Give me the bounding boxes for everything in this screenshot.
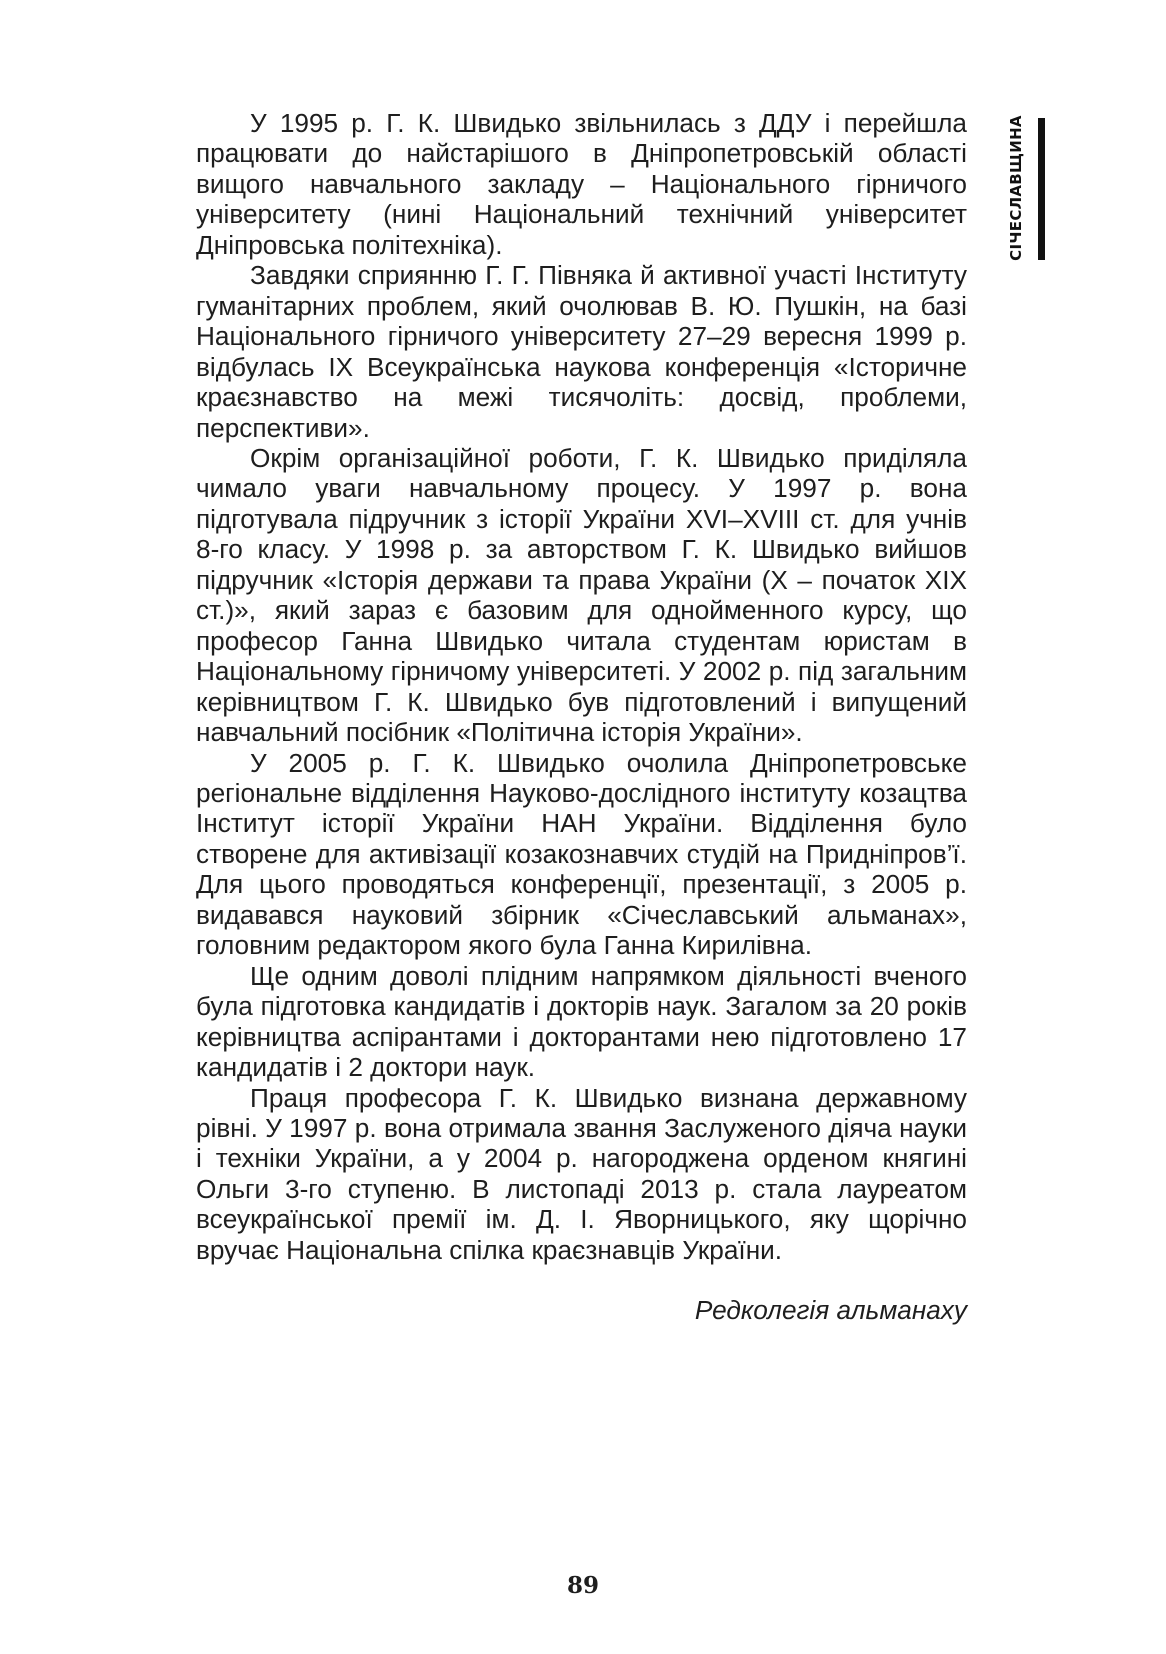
signature: Редколегія альманаху <box>694 1295 967 1326</box>
paragraph-5: Ще одним доволі плідним напрямком діяльності вченого була підготовка кандидатів і докторів наук. Загалом за 20 років керівництва аспірантами і докторантами нею підготовлено 17 кандидатів і 2 доктори наук. <box>196 960 967 1083</box>
paragraph-4: У 2005 р. Г. К. Швидько очолила Дніпропетровське регіональне відділення Науково-дослідного інституту козацтва Інститут історії України НАН України. Відділення було створене для активізації козакознавчих студій на Придніпров’ї. Для цього проводяться конференції, презентації, з 2005 р. видавався науковий збірник «Січеславський альманах», головним редактором якого була Ганна Кирилівна. <box>196 747 967 961</box>
paragraph-1: У 1995 р. Г. К. Швидько звільнилась з ДДУ і перейшла працювати до найстарішого в Дніпропетровській області вищого навчального закладу – Національного гірничого університету (нині Національний технічний університет Дніпровська політехніка). <box>196 108 967 260</box>
paragraph-2: Завдяки сприянню Г. Г. Півняка й активної участі Інституту гуманітарних проблем, який очолював В. Ю. Пушкін, на базі Національного гірничого університету 27–29 вересня 1999 р. відбулась IX Всеукраїнська наукова конференція «Історичне краєзнавство на межі тисячоліть: досвід, проблеми, перспективи». <box>196 260 967 443</box>
paragraph-3: Окрім організаційної роботи, Г. К. Швидько приділяла чимало уваги навчальному процесу. У 1997 р. вона підготувала підручник з історії України XVI–XVIII ст. для учнів 8-го класу. У 1998 р. за авторством Г. К. Швидько вийшов підручник «Історія держави та права України (Х – початок ХІХ ст.)», який зараз є базовим для однойменного курсу, що професор Ганна Швидько читала студентам юристам в Національному гірничому університеті. У 2002 р. під загальним керівництвом Г. К. Швидько був підготовлений і випущений навчальний посібник «Політична історія України». <box>196 442 967 748</box>
running-head <box>998 115 1034 261</box>
running-head-title: СІЧЕСЛАВЩИНА <box>1007 115 1025 261</box>
paragraph-6: Праця професора Г. К. Швидько визнана державному рівні. У 1997 р. вона отримала звання Заслуженого діяча науки і техніки України, а у 2004 р. нагороджена орденом княгині Ольги 3-го ступеню. В листопаді 2013 р. стала лауреатом всеукраїнської премії ім. Д. І. Яворницького, яку щорічно вручає Національна спілка краєзнавців України. <box>196 1082 967 1265</box>
running-head-bar <box>1038 118 1045 260</box>
article-body <box>196 108 967 1326</box>
page-number: 89 <box>566 1572 599 1599</box>
